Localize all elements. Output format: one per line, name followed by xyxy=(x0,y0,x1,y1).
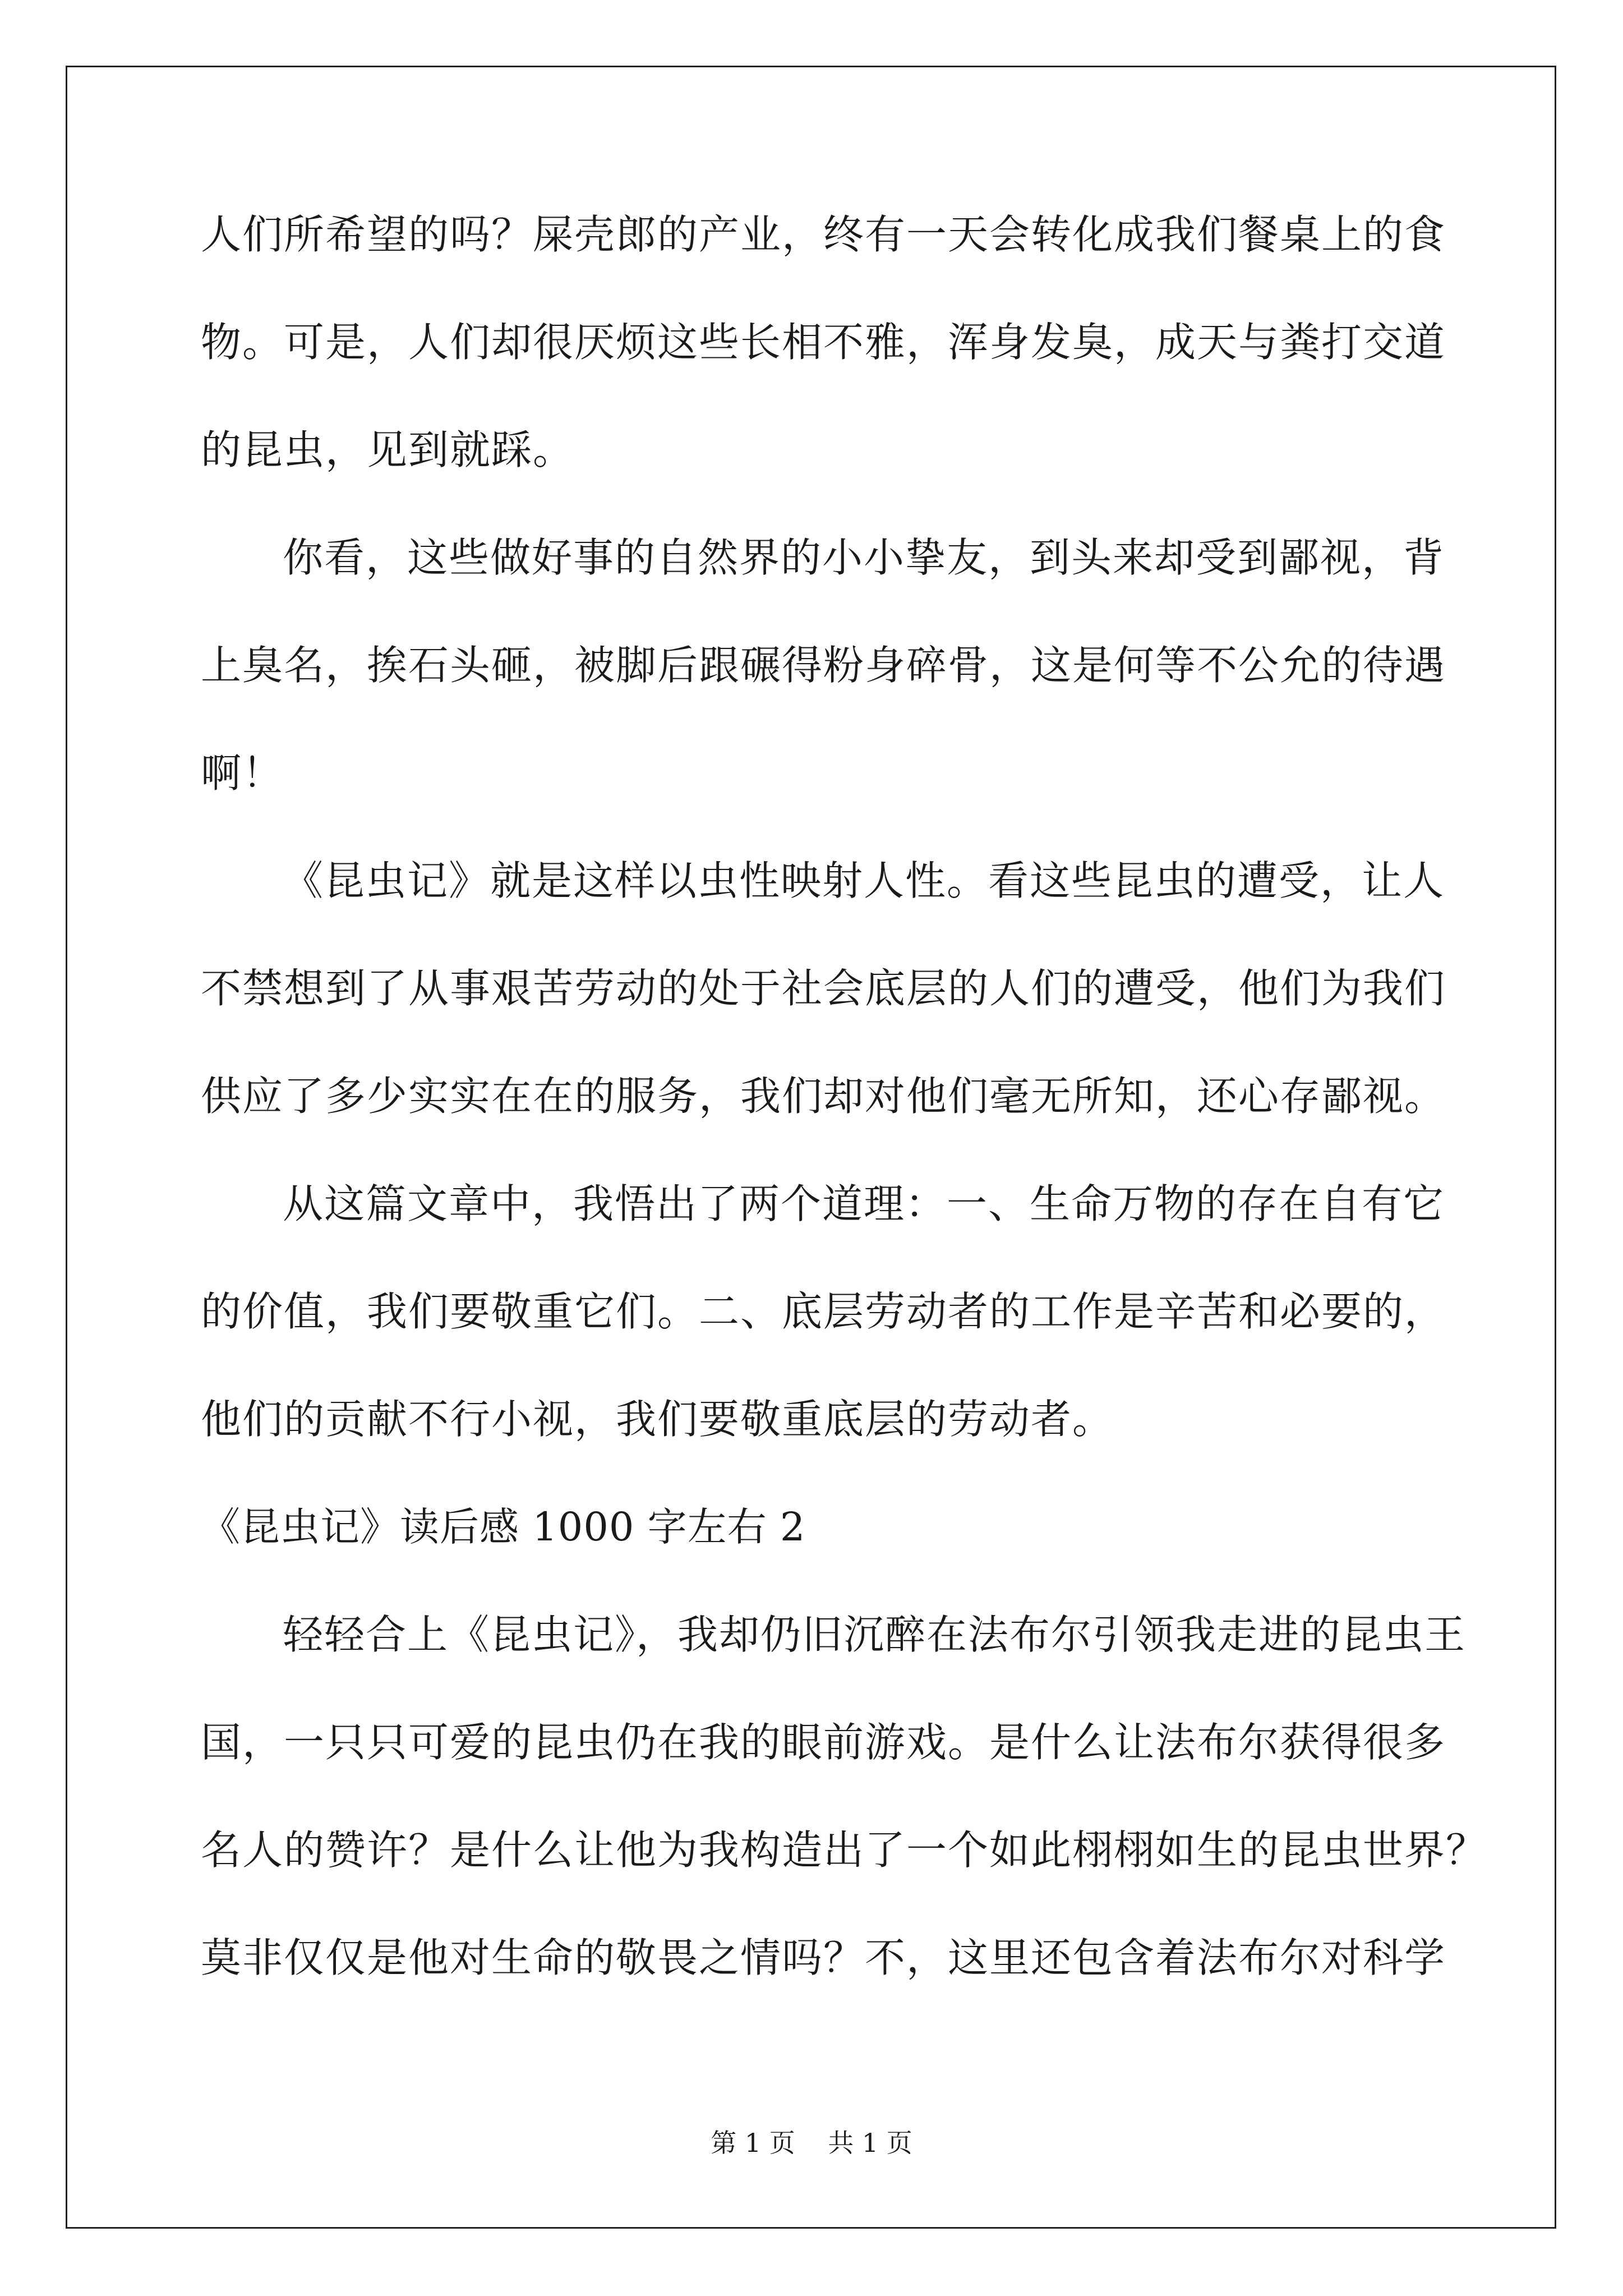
paragraph-line: 人们所希望的吗？屎壳郎的产业，终有一天会转化成我们餐桌上的食 xyxy=(201,211,1446,258)
paragraph-line: 从这篇文章中，我悟出了两个道理：一、生命万物的存在自有它 xyxy=(283,1180,1445,1227)
paragraph-line: 《昆虫记》就是这样以虫性映射人性。看这些昆虫的遭受，让人 xyxy=(283,857,1445,904)
paragraph-line: 的价值，我们要敬重它们。二、底层劳动者的工作是辛苦和必要的， xyxy=(201,1288,1446,1335)
paragraph-line: 供应了多少实实在在的服务，我们却对他们毫无所知，还心存鄙视。 xyxy=(201,1073,1446,1120)
page-footer: 第 1 页 共 1 页 xyxy=(711,2128,912,2158)
paragraph-line: 你看，这些做好事的自然界的小小挚友，到头来却受到鄙视，背 xyxy=(283,534,1445,581)
paragraph-line: 物。可是，人们却很厌烦这些长相不雅，浑身发臭，成天与粪打交道 xyxy=(201,319,1446,366)
paragraph-line: 不禁想到了从事艰苦劳动的处于社会底层的人们的遭受，他们为我们 xyxy=(201,965,1446,1012)
document-body xyxy=(201,208,1488,2039)
paragraph-line: 轻轻合上《昆虫记》，我却仍旧沉醉在法布尔引领我走进的昆虫王 xyxy=(283,1611,1467,1658)
paragraph-line: 莫非仅仅是他对生命的敬畏之情吗？不，这里还包含着法布尔对科学 xyxy=(201,1934,1446,1981)
paragraph-line: 啊！ xyxy=(201,749,284,797)
section-heading: 《昆虫记》读后感 1000 字左右 2 xyxy=(201,1504,806,1550)
paragraph-line: 名人的赞许？是什么让他为我构造出了一个如此栩栩如生的昆虫世界？ xyxy=(201,1826,1488,1874)
paragraph-line: 的昆虫，见到就踩。 xyxy=(201,426,575,473)
paragraph-line: 上臭名，挨石头砸，被脚后跟碾得粉身碎骨，这是何等不公允的待遇 xyxy=(201,642,1446,689)
paragraph-line: 国，一只只可爱的昆虫仍在我的眼前游戏。是什么让法布尔获得很多 xyxy=(201,1719,1446,1766)
paragraph-line: 他们的贡献不行小视，我们要敬重底层的劳动者。 xyxy=(201,1396,1114,1443)
